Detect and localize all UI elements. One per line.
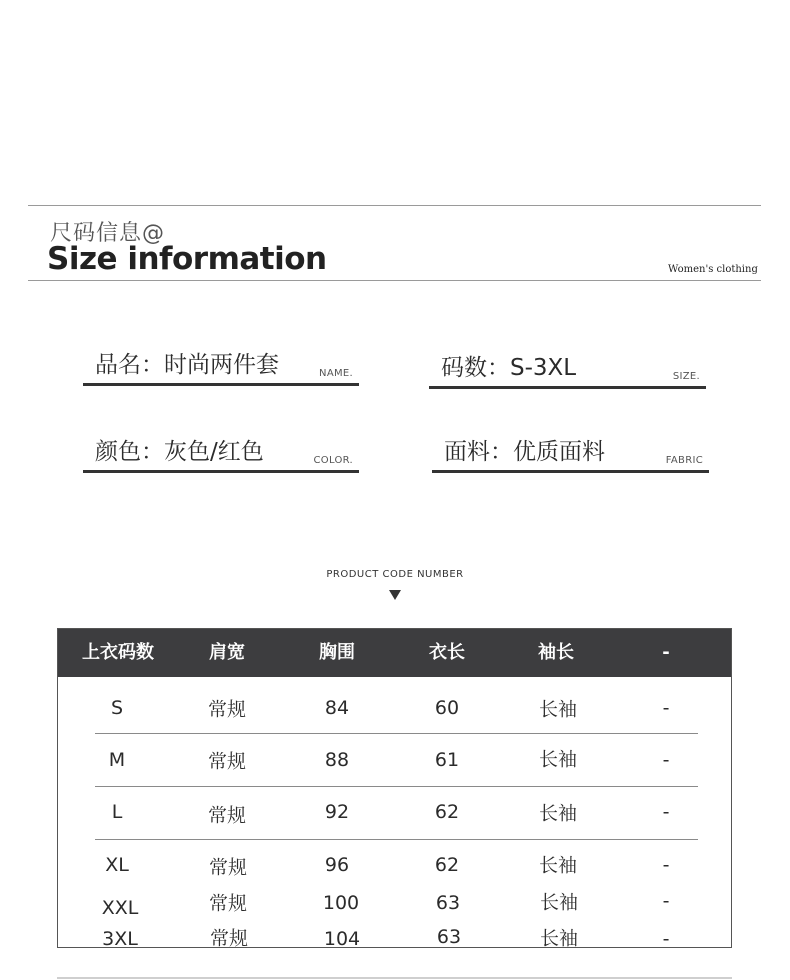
cell-length: 62 <box>434 854 460 876</box>
field-fabric <box>432 430 709 473</box>
cell-extra: - <box>662 801 670 823</box>
cell-shoulder: 常规 <box>207 804 247 827</box>
header-size: 上衣码数 <box>82 642 154 663</box>
field-color <box>83 430 359 473</box>
cell-sleeve: 长袖 <box>539 927 579 950</box>
field-size-value: 码数：S-3XL <box>441 355 577 381</box>
header-shoulder: 肩宽 <box>209 642 245 663</box>
cell-bust: 92 <box>324 801 350 823</box>
cell-shoulder: 常规 <box>209 927 249 950</box>
field-size-code: SIZE. <box>672 371 700 382</box>
bottom-divider <box>57 977 732 979</box>
header-rule <box>28 280 761 281</box>
cell-size: XXL <box>101 897 139 919</box>
cell-bust: 84 <box>324 697 350 719</box>
header-length: 衣长 <box>429 642 465 663</box>
subtitle-cn: 尺码信息@ <box>50 221 166 246</box>
field-size <box>429 346 706 389</box>
cell-shoulder: 常规 <box>207 698 247 721</box>
cell-bust: 100 <box>322 892 360 914</box>
field-fabric-value: 面料：优质面料 <box>444 439 605 465</box>
field-fabric-code: FABRIC <box>665 455 703 466</box>
cell-sleeve: 长袖 <box>539 891 579 914</box>
cell-size: XL <box>105 854 129 876</box>
field-color-value: 颜色：灰色/红色 <box>95 439 264 465</box>
field-color-code: COLOR. <box>313 455 353 466</box>
product-code-label: PRODUCT CODE NUMBER <box>326 569 464 580</box>
field-name <box>83 343 359 386</box>
cell-sleeve: 长袖 <box>538 802 578 825</box>
cell-size: M <box>108 749 126 771</box>
header-sleeve: 袖长 <box>538 642 574 663</box>
field-name-code: NAME. <box>319 368 353 379</box>
page-title: Size information <box>47 241 327 277</box>
row-divider <box>95 733 698 734</box>
row-divider <box>95 786 698 787</box>
cell-shoulder: 常规 <box>208 856 248 879</box>
cell-sleeve: 长袖 <box>538 748 578 771</box>
table-header <box>58 629 731 677</box>
top-rule <box>28 205 761 206</box>
cell-bust: 96 <box>324 854 350 876</box>
triangle-down-icon <box>389 590 401 600</box>
cell-sleeve: 长袖 <box>538 854 578 877</box>
header-extra: - <box>662 642 670 663</box>
cell-size: S <box>110 697 124 719</box>
size-table <box>57 628 732 948</box>
cell-shoulder: 常规 <box>208 892 248 915</box>
cell-size: 3XL <box>102 928 138 950</box>
cell-bust: 104 <box>323 928 361 950</box>
field-name-value: 品名：时尚两件套 <box>95 352 279 378</box>
cell-length: 63 <box>435 892 461 914</box>
header-bust: 胸围 <box>319 642 355 663</box>
cell-length: 61 <box>434 749 460 771</box>
cell-bust: 88 <box>324 749 350 771</box>
cell-extra: - <box>662 890 670 912</box>
cell-extra: - <box>662 928 670 950</box>
cell-extra: - <box>662 697 670 719</box>
cell-shoulder: 常规 <box>207 750 247 773</box>
cell-sleeve: 长袖 <box>538 698 578 721</box>
cell-length: 62 <box>434 801 460 823</box>
cell-length: 60 <box>434 697 460 719</box>
category-tag: Women's clothing <box>668 264 758 275</box>
cell-extra: - <box>662 854 670 876</box>
row-divider <box>95 839 698 840</box>
cell-extra: - <box>662 749 670 771</box>
cell-length: 63 <box>436 926 462 948</box>
cell-size: L <box>111 801 123 823</box>
